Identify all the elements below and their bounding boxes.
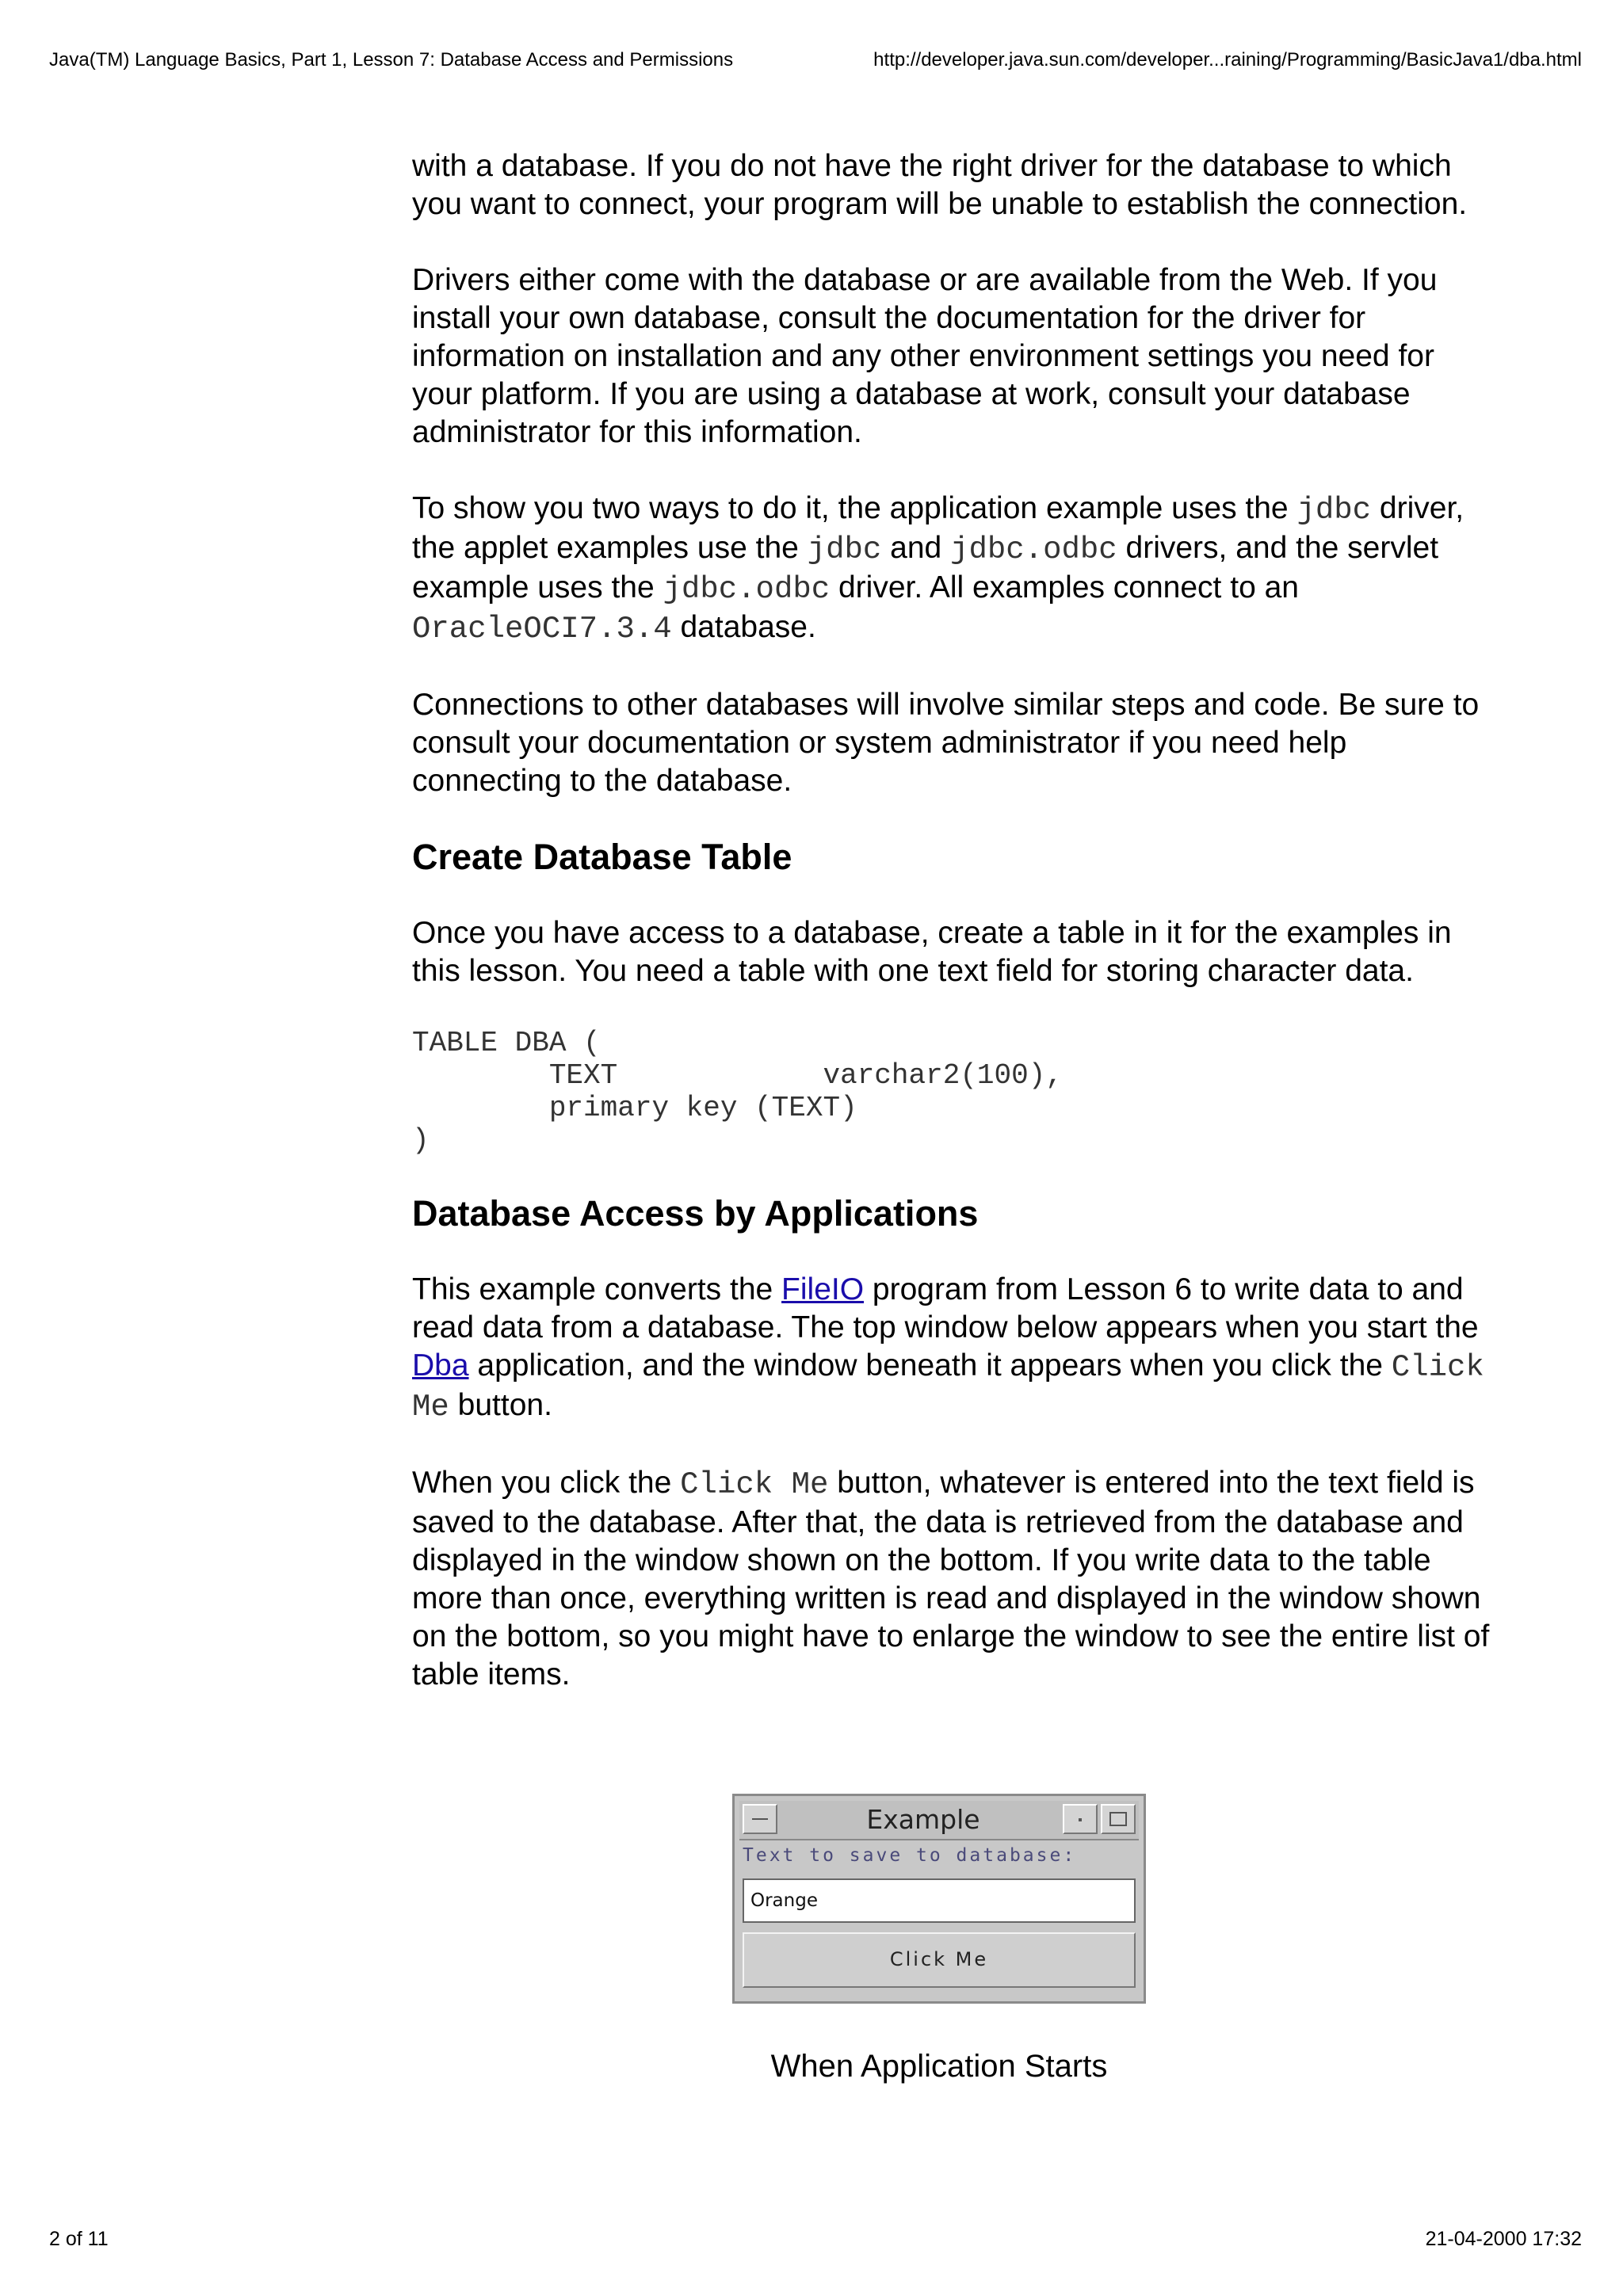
text: program from Lesson 6 to write data to and read data from a database. The top window below appears when you start the (412, 1272, 1479, 1344)
page-header-url: http://developer.java.sun.com/developer...raining/Programming/BasicJava1/dba.html (873, 49, 1582, 71)
page-header-title: Java(TM) Language Basics, Part 1, Lesson 7: Database Access and Permissions (49, 49, 734, 71)
text: button. (449, 1388, 552, 1422)
window-text-label: Text to save to database: (743, 1845, 1077, 1866)
paragraph-drivers: Drivers either come with the database or are available from the Web. If you install your own database, consult the documentation for the driver for information on installation and any other environment settings you need for your platform. If you are using a database at work, consult your database administrator for this information. (412, 263, 1438, 449)
heading-database-access: Database Access by Applications (412, 1193, 979, 1234)
text: and (881, 531, 951, 565)
text: driver, the applet examples use the (412, 491, 1465, 565)
code-click-me: Click Me (412, 1350, 1484, 1425)
example-window-screenshot (732, 1794, 1146, 2004)
window-click-me-button: Click Me (743, 1932, 1136, 1988)
link-dba[interactable]: Dba (412, 1348, 469, 1383)
text: This example converts the (412, 1272, 782, 1306)
code-jdbc: jdbc (807, 532, 882, 567)
code-click-me: Click Me (680, 1467, 829, 1502)
code-block-table: TABLE DBA ( TEXT varchar2(100), primary key (TEXT) ) (412, 1027, 1063, 1157)
page-footer-datetime: 21-04-2000 17:32 (1425, 2228, 1582, 2250)
menu-dot-icon (1063, 1804, 1098, 1834)
text: To show you two ways to do it, the application example uses the (412, 491, 1297, 525)
code-oracle: OracleOCI7.3.4 (412, 612, 672, 646)
text: database. (671, 610, 816, 644)
paragraph-two-ways (412, 490, 1490, 648)
paragraph-create-table: Once you have access to a database, create a table in it for the examples in this lesson. You need a table with one text field for storing character data. (412, 916, 1452, 988)
paragraph-connections: Connections to other databases will involve similar steps and code. Be sure to consult your documentation or system administrator if you need help connecting to the database. (412, 688, 1480, 798)
article-body (412, 147, 1490, 1694)
window-title-bar (739, 1801, 1139, 1840)
page-footer-number: 2 of 11 (49, 2228, 109, 2250)
code-jdbc-odbc: jdbc.odbc (950, 532, 1117, 567)
window-title: Example (866, 1804, 980, 1835)
code-jdbc-odbc: jdbc.odbc (663, 572, 831, 607)
maximize-icon (1101, 1804, 1136, 1834)
heading-create-table: Create Database Table (412, 837, 792, 877)
paragraph-driver-intro: with a database. If you do not have the right driver for the database to which you want to connect, your program will be unable to establish the connection. (412, 149, 1468, 221)
link-fileio[interactable]: FileIO (781, 1272, 865, 1306)
paragraph-click-me (412, 1464, 1490, 1694)
minimize-icon (743, 1804, 777, 1834)
text: button, whatever is entered into the text field is saved to the database. After that, the data is retrieved from the database and displayed in the window shown on the bottom. If you write data to the table more than once, everything written is read and displayed in the window shown on the bottom, so you might have to enlarge the window to see the entire list of table items. (412, 1466, 1490, 1691)
code-jdbc: jdbc (1296, 493, 1372, 528)
figure-caption: When Application Starts (770, 2049, 1108, 2084)
paragraph-example-intro (412, 1271, 1490, 1426)
text: When you click the (412, 1466, 681, 1500)
text: drivers, and the servlet example uses the (412, 531, 1439, 605)
text: application, and the window beneath it appears when you click the (468, 1348, 1392, 1383)
text: driver. All examples connect to an (830, 570, 1299, 605)
window-text-field: Orange (743, 1878, 1136, 1923)
